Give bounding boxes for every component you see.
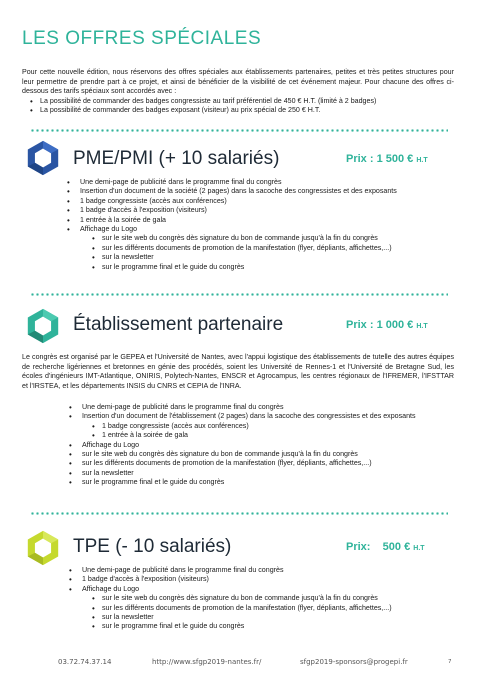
list-item: • Une demi-page de publicité dans le programme final du congrès <box>80 178 460 187</box>
list-item: • sur les différents documents de promotion de la manifestation (flyer, dépliants, affichettes,...) <box>102 604 462 613</box>
page-title: LES OFFRES SPÉCIALES <box>22 28 262 49</box>
list-item: • Une demi-page de publicité dans le programme final du congrès <box>82 566 462 575</box>
price-amount: Prix : 1 000 € <box>346 319 414 331</box>
list-item: • sur la newsletter <box>102 253 460 262</box>
list-item: • 1 entrée à la soirée de gala <box>80 216 460 225</box>
list-item: • sur la newsletter <box>82 469 462 478</box>
list-item: • La possibilité de commander des badges congressiste au tarif préférentiel de 450 € H.T. (limité à 2 badges) <box>40 97 454 107</box>
list-item: • 1 entrée à la soirée de gala <box>102 431 462 440</box>
list-item: • La possibilité de commander des badges exposant (visiteur) au prix spécial de 250 € H.T. <box>40 106 454 116</box>
offer-price-pme <box>346 153 428 165</box>
list-item: • 1 badge d'accès à l'exposition (visiteurs) <box>82 575 462 584</box>
list-item: • Insertion d'un document de l'établissement (2 pages) dans la sacoche des congressistes et des exposants <box>82 412 462 421</box>
dotted-divider <box>30 129 448 132</box>
list-item: • Insertion d'un document de la société (2 pages) dans la sacoche des congressistes et des exposants <box>80 187 460 196</box>
list-item: • 1 badge congressiste (accès aux conférences) <box>102 422 462 431</box>
list-item: • Affichage du Logo <box>82 585 462 594</box>
footer-phone: 03.72.74.37.14 <box>58 658 112 666</box>
hexagon-logo-icon <box>24 529 62 567</box>
footer-email-link[interactable]: sfgp2019-sponsors@progepi.fr <box>300 658 408 666</box>
offer-list-tpe <box>82 566 462 632</box>
list-item: • Affichage du Logo <box>82 441 462 450</box>
price-amount: Prix: 500 € <box>346 541 411 553</box>
offer-price-tpe <box>346 541 425 553</box>
page-number: 7 <box>448 659 452 665</box>
price-unit: H.T <box>416 323 428 330</box>
offer-list-pme <box>80 178 460 272</box>
list-item: • sur le programme final et le guide du congrès <box>102 622 462 631</box>
list-item: • sur les différents documents de promotion de la manifestation (flyer, dépliants, affichettes,...) <box>82 459 462 468</box>
offer-list-partenaire <box>82 403 462 488</box>
partner-description: Le congrès est organisé par le GEPEA et l'Université de Nantes, avec l'appui logistique des établissements de tutelle des autres équipes de recherche ligériennes et bretonnes en génie des procédés, soient les Université de Rennes-1 et l'Université de Bretagne Sud, les écoles d'ingénieurs IMT-Atlantique, ONIRIS, Polytech-Nantes, ENSCR et Agrocampus, les centres régionaux de l'IFREMER, l'IFSTTAR et l'IRSTEA, et les départements INSIS du CNRS et CEPIA de l'INRA. <box>22 353 454 390</box>
intro-block <box>22 68 454 116</box>
list-item: • sur les différents documents de promotion de la manifestation (flyer, dépliants, affichettes,...) <box>102 244 460 253</box>
price-unit: H.T <box>416 157 428 164</box>
list-item: • sur le programme final et le guide du congrès <box>82 478 462 487</box>
dotted-divider <box>30 512 448 515</box>
list-item: • Affichage du Logo <box>80 225 460 234</box>
hexagon-logo-icon <box>24 139 62 177</box>
list-item: • Une demi-page de publicité dans le programme final du congrès <box>82 403 462 412</box>
dotted-divider <box>30 293 448 296</box>
hexagon-logo-icon <box>24 307 62 345</box>
offer-title-pme: PME/PMI (+ 10 salariés) <box>73 148 280 169</box>
footer-website-link[interactable]: http://www.sfgp2019-nantes.fr/ <box>152 658 262 666</box>
intro-bullet-list <box>40 97 454 116</box>
list-item: • 1 badge d'accès à l'exposition (visiteurs) <box>80 206 460 215</box>
offer-price-partenaire <box>346 319 428 331</box>
list-item: • sur la newsletter <box>102 613 462 622</box>
intro-text: Pour cette nouvelle édition, nous réservons des offres spéciales aux établissements partenaires, petites et très petites structures pour leur permettre de prendre part à ce projet, et ainsi de bénéficier de la visibilité de cet événement majeur. Pour chacune des offres ci-dessous des tarifs spéciaux sont accordés avec : <box>22 68 454 96</box>
price-amount: Prix : 1 500 € <box>346 153 414 165</box>
offer-title-tpe: TPE (- 10 salariés) <box>73 536 232 557</box>
list-item: • sur le site web du congrès dès signature du bon de commande jusqu'à la fin du congrès <box>102 234 460 243</box>
price-unit: H.T <box>413 545 425 552</box>
list-item: • sur le site web du congrès dès signature du bon de commande jusqu'à la fin du congrès <box>102 594 462 603</box>
list-item: • sur le programme final et le guide du congrès <box>102 263 460 272</box>
list-item: • sur le site web du congrès dès signature du bon de commande jusqu'à la fin du congrès <box>82 450 462 459</box>
offer-title-partenaire: Établissement partenaire <box>73 314 284 335</box>
list-item: • 1 badge congressiste (accès aux conférences) <box>80 197 460 206</box>
